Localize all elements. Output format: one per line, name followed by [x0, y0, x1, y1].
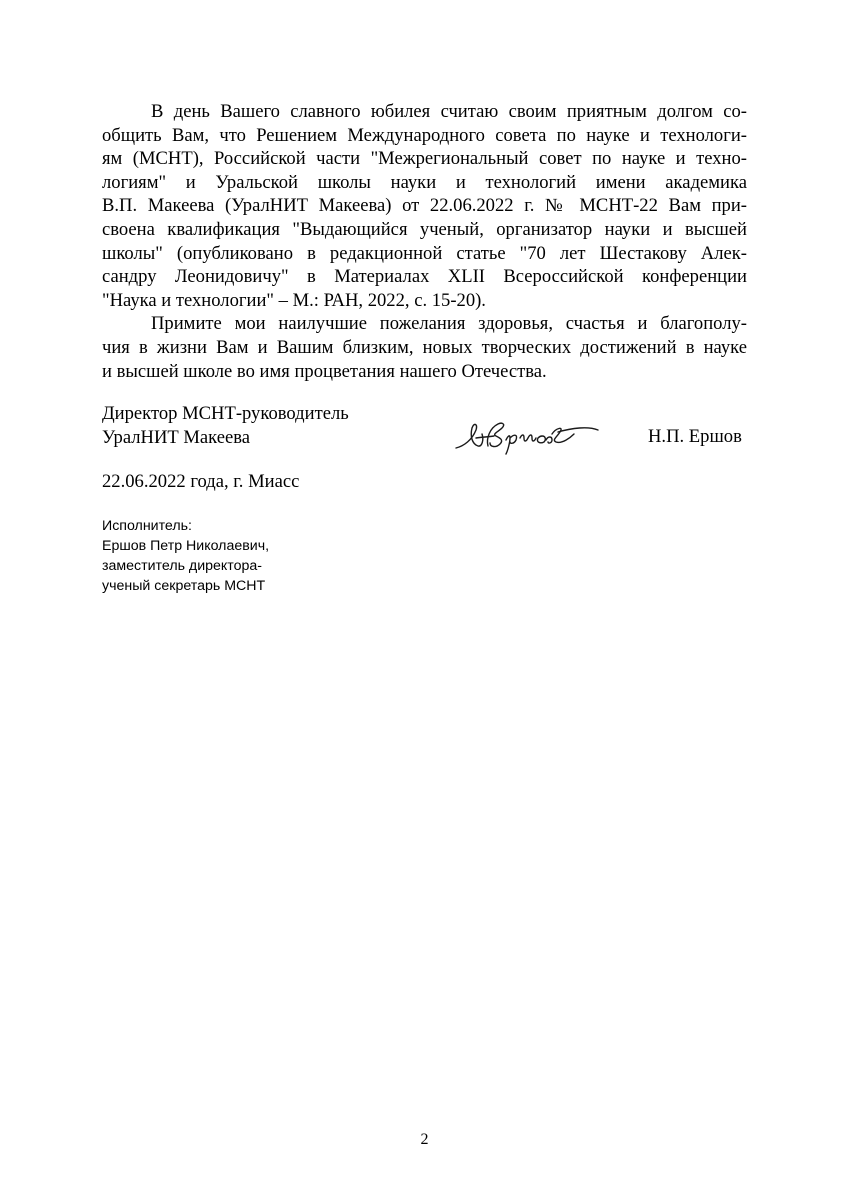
page-number: 2: [420, 1131, 429, 1148]
text-line: школы" (опубликовано в редакционной статье "70 лет Шестакову Алек-: [102, 242, 747, 264]
letter-paragraph-1: [102, 100, 747, 312]
text-line: своена квалификация "Выдающийся ученый, организатор науки и высшей: [102, 218, 747, 240]
letter-paragraph-2: [102, 312, 747, 383]
signer-position: [102, 402, 349, 449]
signer-position-line: Директор МСНТ-руководитель: [102, 403, 349, 424]
executor-role: заместитель директора-: [102, 558, 263, 574]
text-line: логиям" и Уральской школы науки и технологий имени академика: [102, 171, 747, 193]
signer-position-line: УралНИТ Макеева: [102, 426, 251, 448]
text-line: Примите мои наилучшие пожелания здоровья, счастья и благополу-: [151, 313, 747, 335]
executor-name: Ершов Петр Николаевич,: [102, 538, 270, 554]
date-place: 22.06.2022 года, г. Миасс: [102, 471, 300, 492]
text-line: сандру Леонидовичу" в Материалах XLII Всероссийской конференции: [102, 266, 747, 288]
text-line: чия в жизни Вам и Вашим близким, новых творческих достижений в науке: [102, 336, 747, 358]
text-line: "Наука и технологии" – М.: РАН, 2022, с. 15-20).: [102, 289, 486, 311]
text-line: В.П. Макеева (УралНИТ Макеева) от 22.06.2022 г. № МСНТ-22 Вам при-: [102, 195, 747, 217]
executor-role: ученый секретарь МСНТ: [102, 578, 266, 594]
executor-block: [102, 516, 269, 596]
signer-name: Н.П. Ершов: [648, 426, 742, 447]
text-line: В день Вашего славного юбилея считаю своим приятным долгом со-: [151, 101, 747, 122]
text-line: ям (МСНТ), Российской части "Межрегиональный совет по науке и техно-: [102, 148, 747, 170]
letter-body: [102, 100, 747, 383]
text-line: и высшей школе во имя процветания нашего Отечества.: [102, 360, 547, 382]
handwritten-signature: [452, 410, 602, 460]
text-line: общить Вам, что Решением Международного совета по науке и технологи-: [102, 124, 747, 146]
executor-label: Исполнитель:: [102, 518, 192, 534]
